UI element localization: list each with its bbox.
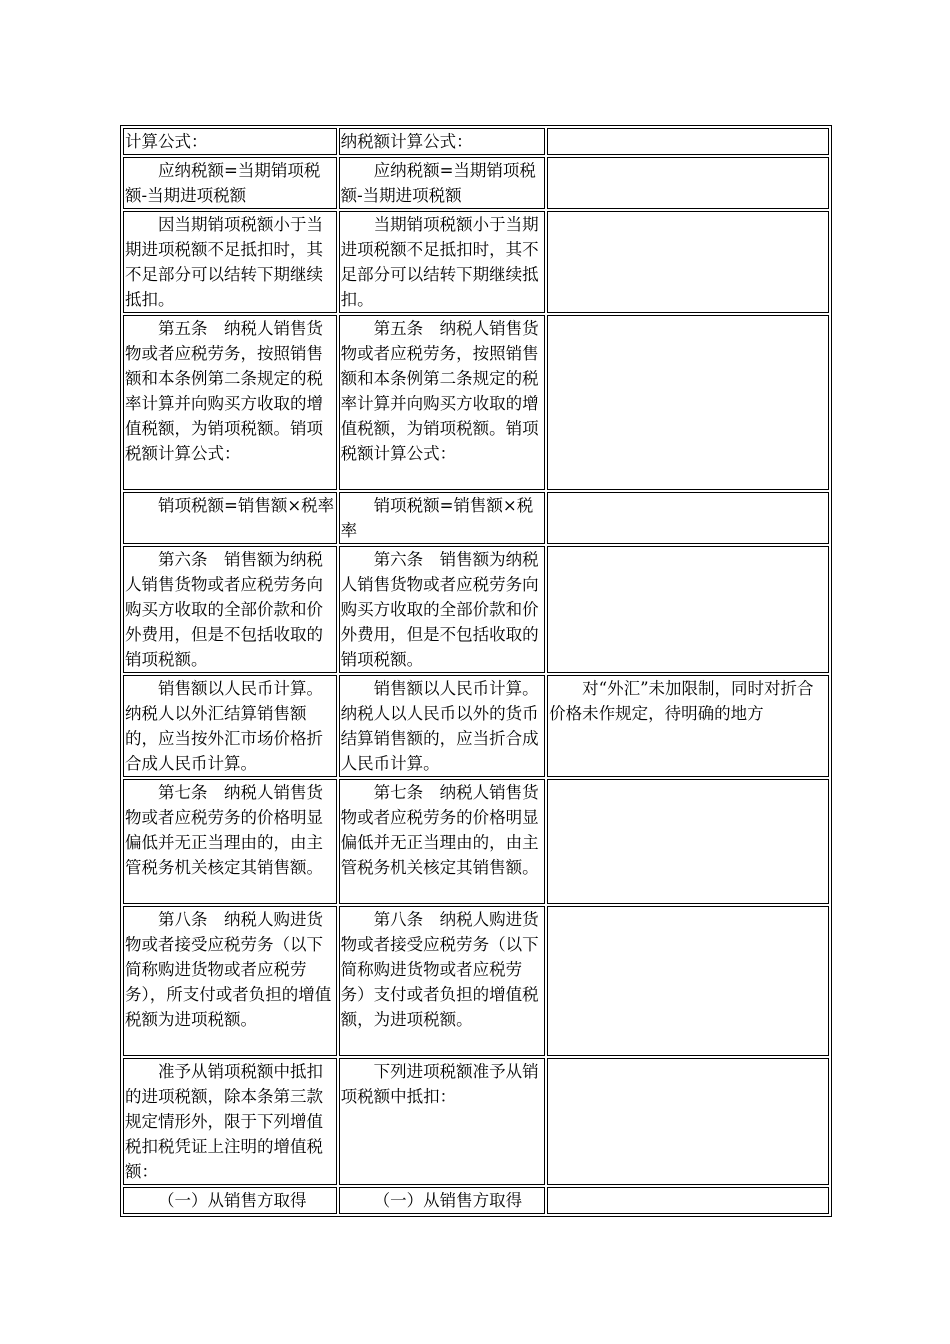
note-cell [547,779,829,904]
cell-text: 销售额以人民币计算。纳税人以人民币以外的货币结算销售额的，应当折合成人民币计算。 [340,679,539,773]
new-text-cell [339,128,546,155]
cell-text: 因当期销项税额小于当期进项税额不足抵扣时，其不足部分可以结转下期继续抵扣。 [125,215,323,309]
comparison-table [120,125,832,1217]
cell-text: 第五条 纳税人销售货物或者应税劳务，按照销售额和本条例第二条规定的税率计算并向购买方收取的增值税额，为销项税额。销项税额计算公式： [340,319,539,463]
note-cell [547,157,829,209]
cell-text: 销项税额=销售额×税率 [340,496,534,540]
old-text-cell [123,492,337,544]
note-cell [547,906,829,1056]
table-row [123,1187,829,1214]
cell-text: 第七条 纳税人销售货物或者应税劳务的价格明显偏低并无正当理由的，由主管税务机关核定其销售额。 [125,783,323,877]
cell-text: 第七条 纳税人销售货物或者应税劳务的价格明显偏低并无正当理由的，由主管税务机关核定其销售额。 [340,783,539,877]
old-text-cell [123,128,337,155]
table-row [123,315,829,490]
new-text-cell [339,157,546,209]
old-text-cell [123,315,337,490]
table-row [123,546,829,673]
table-row [123,128,829,155]
cell-text: 下列进项税额准予从销项税额中抵扣： [340,1062,539,1106]
cell-text: 应纳税额=当期销项税额-当期进项税额 [340,161,536,205]
cell-text: 纳税额计算公式： [340,132,473,151]
cell-text: （一）从销售方取得 [158,1191,307,1210]
cell-text: 对“外汇”未加限制，同时对折合价格未作规定，待明确的地方 [549,679,814,723]
cell-text: 销售额以人民币计算。纳税人以外汇结算销售额的，应当按外汇市场价格折合成人民币计算。 [125,679,323,773]
old-text-cell [123,779,337,904]
table-row [123,906,829,1056]
cell-text: 第八条 纳税人购进货物或者接受应税劳务（以下简称购进货物或者应税劳务），所支付或者负担的增值税额为进项税额。 [125,910,332,1029]
cell-text: 销项税额=销售额×税率 [158,496,335,515]
note-cell [547,675,829,777]
old-text-cell [123,906,337,1056]
cell-text: 第六条 销售额为纳税人销售货物或者应税劳务向购买方收取的全部价款和价外费用，但是不包括收取的销项税额。 [125,550,323,669]
cell-text: 当期销项税额小于当期进项税额不足抵扣时，其不足部分可以结转下期继续抵扣。 [340,215,539,309]
table-row [123,1058,829,1185]
note-cell [547,546,829,673]
note-cell [547,128,829,155]
cell-text: 计算公式： [125,132,208,151]
table-row [123,157,829,209]
cell-text: 应纳税额=当期销项税额-当期进项税额 [125,161,321,205]
old-text-cell [123,675,337,777]
note-cell [547,1058,829,1185]
new-text-cell [339,779,546,904]
note-cell [547,1187,829,1214]
old-text-cell [123,1187,337,1214]
table-row [123,211,829,313]
new-text-cell [339,675,546,777]
note-cell [547,492,829,544]
cell-text: 第八条 纳税人购进货物或者接受应税劳务（以下简称购进货物或者应税劳务）支付或者负担的增值税额，为进项税额。 [340,910,539,1029]
old-text-cell [123,211,337,313]
new-text-cell [339,546,546,673]
cell-text: 第五条 纳税人销售货物或者应税劳务，按照销售额和本条例第二条规定的税率计算并向购买方收取的增值税额，为销项税额。销项税额计算公式： [125,319,323,463]
cell-text: 第六条 销售额为纳税人销售货物或者应税劳务向购买方收取的全部价款和价外费用，但是不包括收取的销项税额。 [340,550,539,669]
new-text-cell [339,1058,546,1185]
new-text-cell [339,906,546,1056]
old-text-cell [123,1058,337,1185]
table-row [123,779,829,904]
table-row [123,675,829,777]
old-text-cell [123,546,337,673]
new-text-cell [339,315,546,490]
note-cell [547,315,829,490]
new-text-cell [339,1187,546,1214]
table-row [123,492,829,544]
cell-text: 准予从销项税额中抵扣的进项税额，除本条第三款规定情形外，限于下列增值税扣税凭证上注明的增值税额： [125,1062,323,1181]
cell-text: （一）从销售方取得 [373,1191,523,1210]
note-cell [547,211,829,313]
new-text-cell [339,492,546,544]
new-text-cell [339,211,546,313]
old-text-cell [123,157,337,209]
